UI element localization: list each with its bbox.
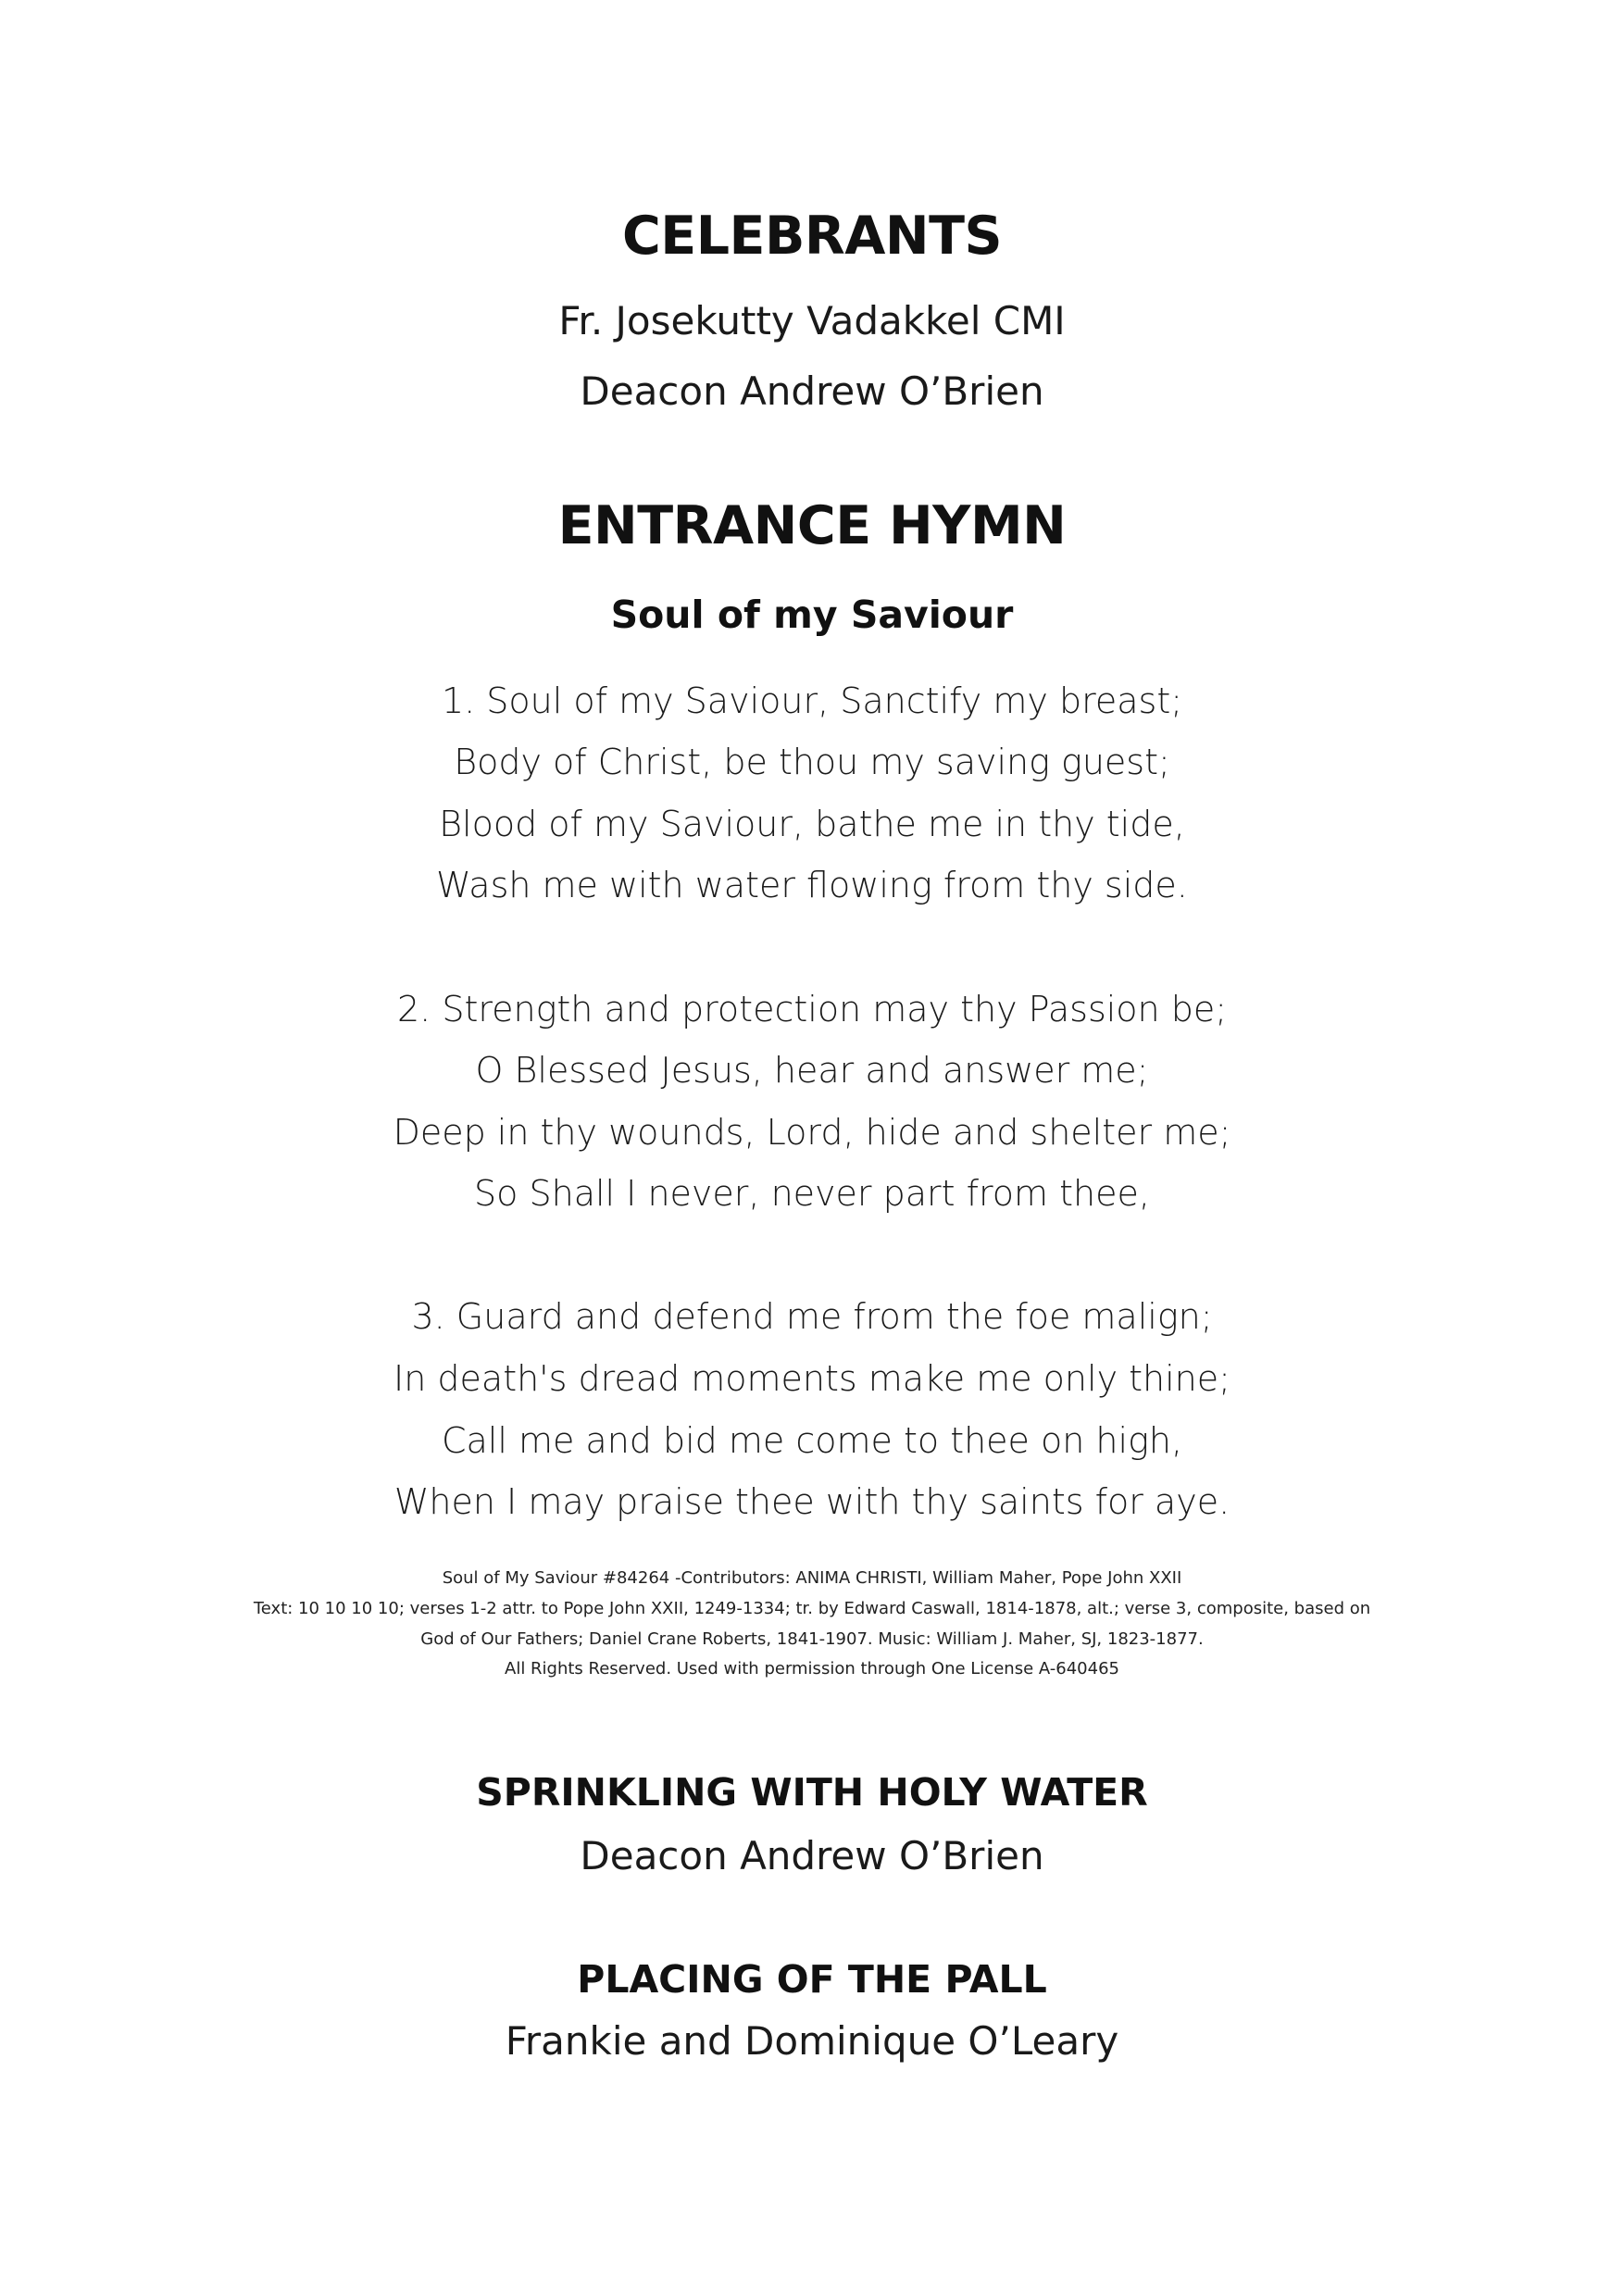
verse-2-line-2: O Blessed Jesus, hear and answer me; — [475, 1050, 1149, 1091]
verse-1-line-2: Body of Christ, be thou my saving guest; — [454, 742, 1170, 782]
sprinkling-heading: SPRINKLING WITH HOLY WATER — [476, 1770, 1148, 1815]
verse-3-line-1: 3. Guard and defend me from the foe malign; — [411, 1296, 1213, 1337]
sprinkling-name: Deacon Andrew O’Brien — [580, 1833, 1044, 1878]
verse-1-line-4: Wash me with water flowing from thy side. — [436, 865, 1188, 905]
celebrant-name-2: Deacon Andrew O’Brien — [580, 368, 1044, 414]
hymn-credit-line-3: God of Our Fathers; Daniel Crane Roberts, 1841-1907. Music: William J. Maher, SJ, 1823-1877. — [420, 1629, 1204, 1649]
verse-3-line-3: Call me and bid me come to thee on high, — [441, 1420, 1183, 1461]
verse-2-line-4: So Shall I never, never part from thee, — [474, 1173, 1150, 1214]
celebrant-name-1: Fr. Josekutty Vadakkel CMI — [558, 298, 1066, 343]
celebrants-heading: CELEBRANTS — [621, 206, 1003, 267]
verse-2-line-3: Deep in thy wounds, Lord, hide and shelter me; — [393, 1112, 1231, 1153]
pall-heading: PLACING OF THE PALL — [577, 1957, 1047, 2002]
verse-1-line-1: 1. Soul of my Saviour, Sanctify my breast; — [441, 680, 1183, 721]
verse-2-line-1: 2. Strength and protection may thy Passion be; — [396, 989, 1228, 1029]
verse-1-line-3: Blood of my Saviour, bathe me in thy tide, — [439, 804, 1185, 844]
entrance-hymn-heading: ENTRANCE HYMN — [557, 495, 1067, 556]
pall-name: Frankie and Dominique O’Leary — [505, 2018, 1119, 2064]
verse-3-line-2: In death's dread moments make me only thine; — [394, 1358, 1230, 1399]
hymn-credit-line-4: All Rights Reserved. Used with permission through One License A-640465 — [505, 1659, 1119, 1678]
hymn-credit-line-2: Text: 10 10 10 10; verses 1-2 attr. to Pope John XXII, 1249-1334; tr. by Edward Caswall, 1814-1878, alt.; verse 3, composite, based on — [253, 1599, 1371, 1618]
hymn-title: Soul of my Saviour — [610, 593, 1014, 637]
verse-3-line-4: When I may praise thee with thy saints for aye. — [394, 1481, 1230, 1522]
hymn-credit-line-1: Soul of My Saviour #84264 -Contributors: ANIMA CHRISTI, William Maher, Pope John XXII — [442, 1568, 1182, 1588]
